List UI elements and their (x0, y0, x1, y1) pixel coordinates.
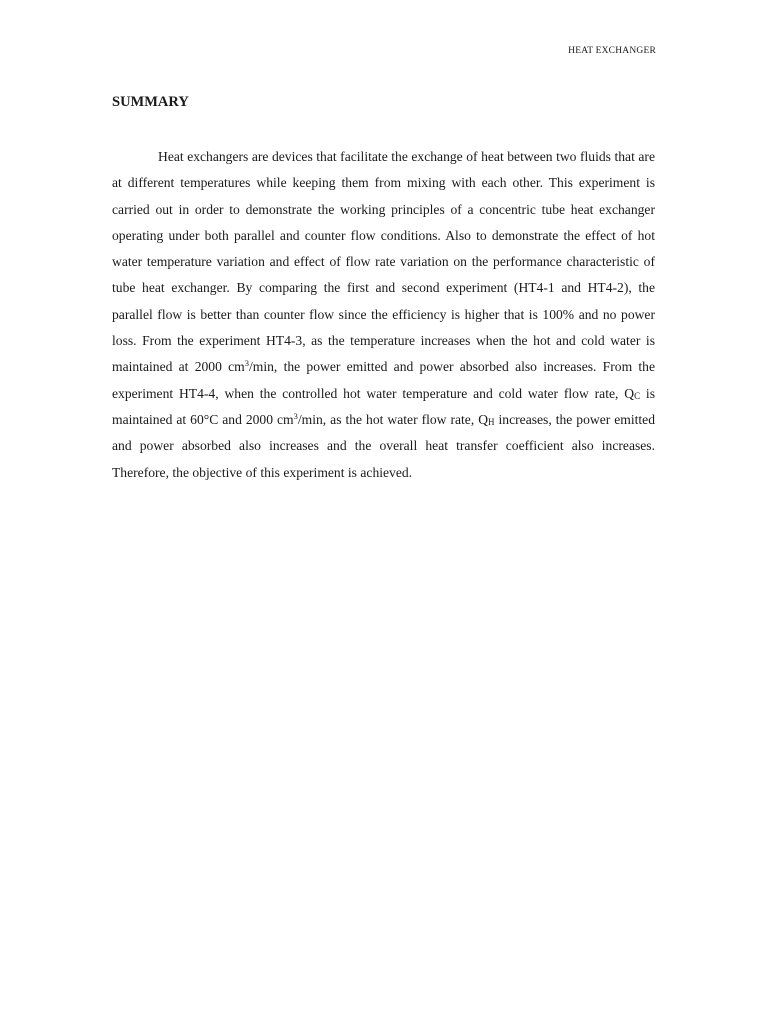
superscript-3: 3 (244, 358, 249, 369)
paragraph-text-1: Heat exchangers are devices that facilitate the exchange of heat between two fluids that are at different temperatures while keeping them from mixing with each other. This experiment is carried out in order to demonstrate the working principles of a concentric tube heat exchanger operating under both parallel and counter flow conditions. Also to demonstrate the effect of hot water temperature variation and effect of flow rate variation on the performance characteristic of tube heat exchanger. By comparing the first and second experiment (HT4-1 and HT4-2), the parallel flow is better than counter flow since the efficiency is higher that is 100% and no power loss. From the experiment HT4-3, as the temperature increases when the hot and cold water is maintained at 2000 cm (112, 149, 655, 375)
paragraph-text-3: is maintained at 60°C and 2000 cm (112, 385, 656, 427)
section-title: SUMMARY (112, 94, 189, 110)
subscript-c: C (634, 390, 641, 401)
running-header: HEAT EXCHANGER (568, 46, 656, 56)
superscript-3-second: 3 (293, 410, 298, 421)
subscript-h: H (488, 416, 495, 427)
summary-paragraph (112, 144, 655, 486)
paragraph-text-5: increases, the power emitted and power absorbed also increases and the overall heat transfer coefficient also increases. Therefore, the objective of this experiment is achieved. (112, 411, 656, 480)
paragraph-text-2: /min, the power emitted and power absorbed also increases. From the experiment HT4-4, when the controlled hot water temperature and cold water flow rate, Q (112, 359, 655, 401)
paragraph-text-4: /min, as the hot water flow rate, Q (297, 411, 489, 427)
